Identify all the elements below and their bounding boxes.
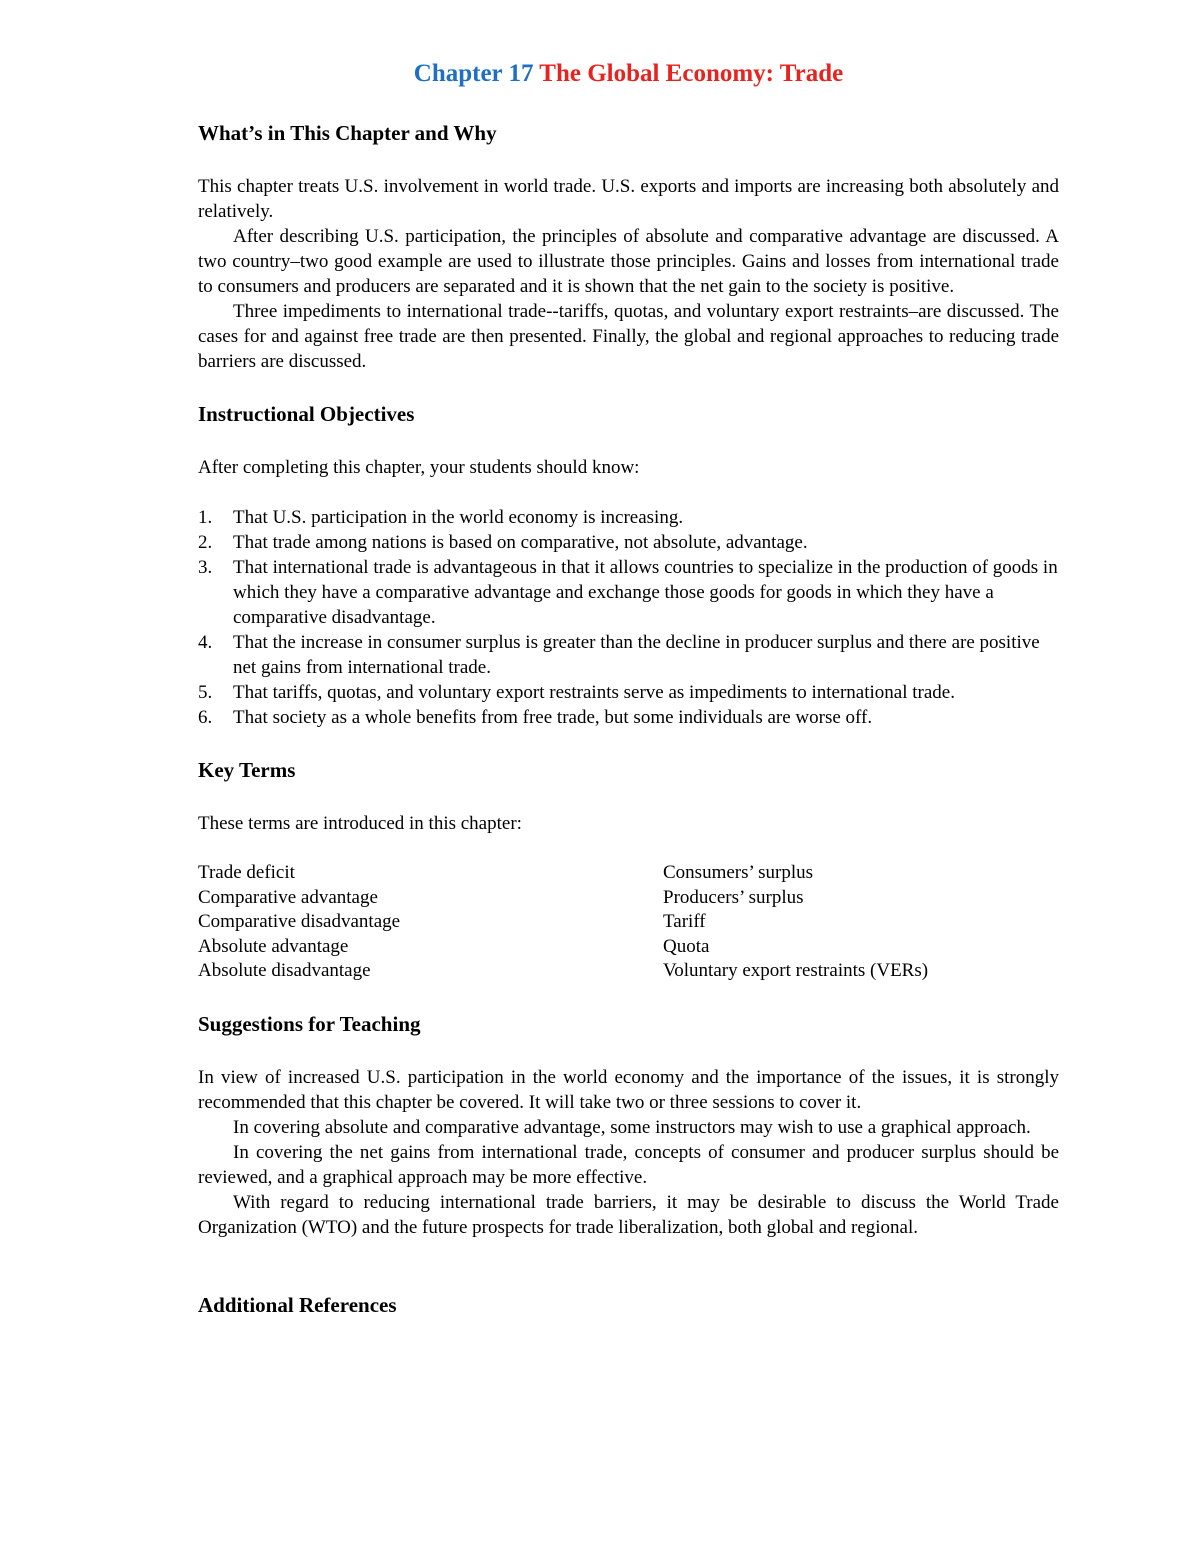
term-item: Absolute disadvantage	[198, 960, 371, 982]
list-item-text: That trade among nations is based on comparative, not absolute, advantage.	[233, 532, 808, 553]
term-item: Comparative disadvantage	[198, 911, 401, 933]
list-item-number: 2.	[198, 532, 213, 553]
heading-key-terms: Key Terms	[198, 758, 296, 782]
term-item: Absolute advantage	[198, 935, 349, 957]
list-item-number: 4.	[198, 632, 213, 653]
list-item-text: That society as a whole benefits from free trade, but some individuals are worse off.	[233, 707, 873, 728]
term-item: Tariff	[663, 911, 706, 933]
list-item-number: 6.	[198, 707, 213, 728]
teaching-paragraph-4: With regard to reducing international trade barriers, it may be desirable to discuss the World Trade Organization (WTO) and the future prospects for trade liberalization, both global and regional.	[198, 1191, 1059, 1238]
heading-objectives: Instructional Objectives	[198, 402, 415, 426]
list-item-number: 3.	[198, 557, 213, 578]
chapter-number: Chapter 17	[413, 60, 534, 87]
teaching-paragraph-2: In covering absolute and comparative advantage, some instructors may wish to use a graphical approach.	[233, 1116, 1031, 1138]
chapter-name: The Global Economy: Trade	[539, 60, 844, 87]
term-item: Quota	[663, 935, 710, 957]
key-terms-table	[198, 861, 1059, 984]
key-terms-intro: These terms are introduced in this chapter:	[198, 813, 522, 834]
why-paragraph-1: This chapter treats U.S. involvement in world trade. U.S. exports and imports are increasing both absolutely and relatively.	[198, 176, 1059, 222]
heading-references: Additional References	[198, 1292, 397, 1317]
list-item	[198, 505, 1059, 530]
term-item: Producers’ surplus	[663, 886, 804, 908]
list-item-number: 5.	[198, 682, 213, 703]
why-paragraph-3: Three impediments to international trade--tariffs, quotas, and voluntary export restraints–are discussed. The cases for and against free trade are then presented. Finally, the global and regional approaches to reducing trade barriers are discussed.	[198, 301, 1059, 372]
term-item: Trade deficit	[198, 862, 295, 883]
list-item	[198, 555, 1059, 630]
list-item-number: 1.	[198, 507, 213, 528]
list-item-text: That U.S. participation in the world economy is increasing.	[233, 507, 684, 528]
list-item-text: That tariffs, quotas, and voluntary export restraints serve as impediments to international trade.	[233, 682, 955, 703]
teaching-paragraph-3: In covering the net gains from international trade, concepts of consumer and producer surplus should be reviewed, and a graphical approach may be more effective.	[198, 1141, 1059, 1188]
list-item-text: That the increase in consumer surplus is greater than the decline in producer surplus and there are positive net gains from international trade.	[233, 632, 1040, 678]
term-item: Comparative advantage	[198, 886, 378, 908]
heading-teaching: Suggestions for Teaching	[198, 1011, 421, 1036]
chapter-title	[198, 58, 1059, 90]
term-item: Consumers’ surplus	[663, 862, 814, 883]
teaching-paragraph-1: In view of increased U.S. participation in the world economy and the importance of the issues, it is strongly recommended that this chapter be covered. It will take two or three sessions to cover it.	[198, 1066, 1059, 1113]
why-paragraph-2: After describing U.S. participation, the principles of absolute and comparative advantage are discussed. A two country–two good example are used to illustrate those principles. Gains and losses from international trade to consumers and producers are separated and it is shown that the net gain to the society is positive.	[198, 226, 1059, 297]
term-item: Voluntary export restraints (VERs)	[663, 960, 929, 982]
document-page	[198, 58, 1059, 1318]
list-item	[198, 530, 1059, 555]
list-item	[198, 680, 1059, 705]
list-item	[198, 630, 1059, 680]
objectives-list	[198, 505, 1059, 730]
heading-why: What’s in This Chapter and Why	[198, 121, 497, 145]
objectives-intro: After completing this chapter, your students should know:	[198, 457, 640, 478]
list-item-text: That international trade is advantageous in that it allows countries to specialize in the production of goods in which they have a comparative advantage and exchange those goods for goods in which they have a comparative disadvantage.	[233, 557, 1058, 628]
list-item	[198, 705, 1059, 730]
